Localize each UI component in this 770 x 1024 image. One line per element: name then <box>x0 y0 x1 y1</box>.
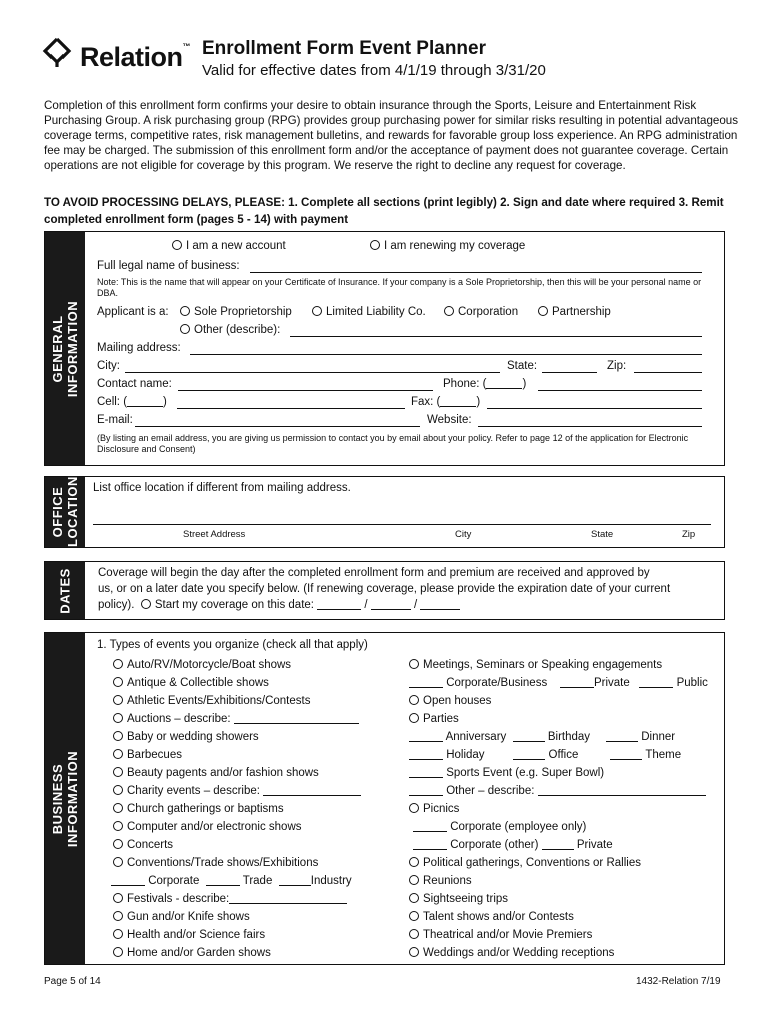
radio-icon[interactable] <box>113 767 123 777</box>
event-option[interactable]: Talent shows and/or Contests <box>409 911 574 923</box>
radio-icon[interactable] <box>409 911 419 921</box>
office-instruction: List office location if different from mailing address. <box>93 482 351 494</box>
picnic-subtypes[interactable]: Corporate (employee only) <box>413 821 586 833</box>
month-field[interactable] <box>317 599 361 610</box>
relation-logo-icon <box>40 36 74 70</box>
charity-describe-field[interactable] <box>263 785 361 796</box>
llc-option[interactable]: Limited Liability Co. <box>312 306 426 318</box>
radio-icon[interactable] <box>113 857 123 867</box>
phone-field[interactable] <box>538 390 702 391</box>
event-option[interactable]: Charity events – describe: <box>113 785 361 797</box>
form-code: 1432-Relation 7/19 <box>636 976 721 987</box>
state-field[interactable] <box>542 372 597 373</box>
legal-name-field[interactable] <box>250 272 702 273</box>
dates-text-2: us, or on a later date you specify below. (If renewing coverage, please provide the expiration date of your current <box>98 583 671 595</box>
new-account-option[interactable]: I am a new account <box>172 240 286 252</box>
radio-icon[interactable] <box>409 659 419 669</box>
applicant-label: Applicant is a: <box>97 306 169 318</box>
radio-icon[interactable] <box>113 731 123 741</box>
email-field[interactable] <box>135 426 420 427</box>
conventions-subtypes[interactable]: Corporate Trade Industry <box>111 875 352 887</box>
radio-icon[interactable] <box>113 911 123 921</box>
event-option[interactable]: Festivals - describe: <box>113 893 347 905</box>
side-label: DATES <box>57 567 73 614</box>
event-option[interactable]: Church gatherings or baptisms <box>113 803 284 815</box>
other-describe-field[interactable] <box>290 336 702 337</box>
page-title: Enrollment Form Event Planner <box>202 38 486 59</box>
radio-icon[interactable] <box>113 695 123 705</box>
cell-label: Cell: ( ) <box>97 396 167 408</box>
event-option[interactable]: Weddings and/or Wedding receptions <box>409 947 614 959</box>
page-number: Page 5 of 14 <box>44 976 101 987</box>
fax-label: Fax: ( ) <box>411 396 481 408</box>
auctions-describe-field[interactable] <box>234 713 359 724</box>
event-option[interactable]: Barbecues <box>113 749 182 761</box>
city-caption: City <box>455 529 472 540</box>
radio-icon[interactable] <box>409 947 419 957</box>
sole-proprietorship-option[interactable]: Sole Proprietorship <box>180 306 292 318</box>
parties-subtypes[interactable]: Other – describe: <box>409 785 706 797</box>
event-option[interactable]: Meetings, Seminars or Speaking engagements <box>409 659 662 671</box>
parties-subtypes[interactable]: Sports Event (e.g. Super Bowl) <box>409 767 604 779</box>
radio-icon[interactable] <box>113 893 123 903</box>
dates-text-3: policy). Start my coverage on this date: / / <box>98 599 460 611</box>
party-other-describe-field[interactable] <box>538 785 706 796</box>
event-option[interactable]: Antique & Collectible shows <box>113 677 269 689</box>
page-subtitle: Valid for effective dates from 4/1/19 through 3/31/20 <box>202 62 546 79</box>
radio-icon[interactable] <box>180 324 190 334</box>
event-option[interactable]: Baby or wedding showers <box>113 731 259 743</box>
renewing-option[interactable]: I am renewing my coverage <box>370 240 525 252</box>
event-option[interactable]: Health and/or Science fairs <box>113 929 265 941</box>
website-label: Website: <box>427 414 472 426</box>
event-option[interactable]: Political gatherings, Conventions or Rallies <box>409 857 641 869</box>
corporation-option[interactable]: Corporation <box>444 306 518 318</box>
other-option[interactable]: Other (describe): <box>180 324 280 336</box>
event-option[interactable]: Auto/RV/Motorcycle/Boat shows <box>113 659 291 671</box>
meetings-subtypes[interactable]: Corporate/Business Private Public <box>409 677 708 689</box>
office-address-field[interactable] <box>93 524 711 525</box>
radio-icon[interactable] <box>113 713 123 723</box>
instructions: TO AVOID PROCESSING DELAYS, PLEASE: 1. Complete all sections (print legibly) 2. Sign and date where required 3. Remit completed enrollment form (pages 5 - 14) with payment <box>44 196 724 226</box>
business-information-section <box>44 632 725 965</box>
radio-icon[interactable] <box>444 306 454 316</box>
event-option[interactable]: Home and/or Garden shows <box>113 947 271 959</box>
radio-icon[interactable] <box>113 947 123 957</box>
side-tab <box>45 633 85 964</box>
parties-subtypes[interactable]: Anniversary Birthday Dinner <box>409 731 675 743</box>
state-label: State: <box>507 360 538 372</box>
radio-icon[interactable] <box>409 803 419 813</box>
radio-icon[interactable] <box>409 929 419 939</box>
city-field[interactable] <box>125 372 500 373</box>
side-tab <box>45 232 85 465</box>
radio-icon[interactable] <box>141 599 151 609</box>
event-option[interactable]: Picnics <box>409 803 459 815</box>
radio-icon[interactable] <box>370 240 380 250</box>
zip-caption: Zip <box>682 529 696 540</box>
mailing-field[interactable] <box>190 354 702 355</box>
radio-icon[interactable] <box>113 803 123 813</box>
website-field[interactable] <box>478 426 702 427</box>
picnic-subtypes[interactable]: Corporate (other) Private <box>413 839 613 851</box>
event-option[interactable]: Concerts <box>113 839 173 851</box>
event-option[interactable]: Conventions/Trade shows/Exhibitions <box>113 857 318 869</box>
zip-field[interactable] <box>634 372 702 373</box>
radio-icon[interactable] <box>113 821 123 831</box>
parties-subtypes[interactable]: Holiday Office Theme <box>409 749 681 761</box>
cell-field[interactable] <box>177 408 405 409</box>
dates-text-1: Coverage will begin the day after the completed enrollment form and premium are received and approved by <box>98 567 650 579</box>
contact-label: Contact name: <box>97 378 172 390</box>
city-label: City: <box>97 360 120 372</box>
event-option[interactable]: Parties <box>409 713 459 725</box>
zip-label: Zip: <box>607 360 627 372</box>
radio-icon[interactable] <box>180 306 190 316</box>
email-label: E-mail: <box>97 414 133 426</box>
event-option[interactable]: Theatrical and/or Movie Premiers <box>409 929 592 941</box>
logo-wordmark: Relation™ <box>80 42 191 72</box>
email-note: (By listing an email address, you are giving us permission to contact you by email about your policy. Refer to page 12 of the application for Electronic Disclosure and Consent) <box>97 433 689 454</box>
side-tab <box>45 477 85 547</box>
event-types-question: 1. Types of events you organize (check all that apply) <box>97 639 368 651</box>
legal-name-label: Full legal name of business: <box>97 260 240 272</box>
radio-icon[interactable] <box>312 306 322 316</box>
event-option[interactable]: Athletic Events/Exhibitions/Contests <box>113 695 310 707</box>
radio-icon[interactable] <box>409 857 419 867</box>
legal-name-note: Note: This is the name that will appear on your Certificate of Insurance. If your company is a Sole Proprietorship, then this will be your personal name or DBA. <box>97 277 702 298</box>
radio-icon[interactable] <box>409 875 419 885</box>
side-label: GENERAL INFORMATION <box>50 300 80 397</box>
radio-icon[interactable] <box>113 929 123 939</box>
radio-icon[interactable] <box>172 240 182 250</box>
general-information-section <box>44 231 725 466</box>
side-label: BUSINESS INFORMATION <box>50 750 80 847</box>
office-location-section <box>44 476 725 548</box>
year-field[interactable] <box>420 599 460 610</box>
day-field[interactable] <box>371 599 411 610</box>
event-option[interactable]: Beauty pagents and/or fashion shows <box>113 767 319 779</box>
event-option[interactable]: Computer and/or electronic shows <box>113 821 302 833</box>
contact-field[interactable] <box>178 390 433 391</box>
radio-icon[interactable] <box>538 306 548 316</box>
radio-icon[interactable] <box>113 677 123 687</box>
event-option[interactable]: Reunions <box>409 875 472 887</box>
phone-label: Phone: ( ) <box>443 378 527 390</box>
radio-icon[interactable] <box>113 785 123 795</box>
partnership-option[interactable]: Partnership <box>538 306 611 318</box>
intro-paragraph: Completion of this enrollment form confirms your desire to obtain insurance through the Sports, Leisure and Entertainment Risk Purchasing Group. A risk purchasing group (RPG) provides group purchasing power for similar risks resulting in potential advantageous coverage terms, competitive rates, risk management bulletins, and rewards for favorable group loss experience. An RPG administration fee may be charged. The submission of this enrollment form and/or the acceptance of payment does not guarantee coverage. Certain operations are not eligible for coverage by this program. We reserve the right to decline any request for coverage. <box>44 99 739 172</box>
state-caption: State <box>591 529 614 540</box>
radio-icon[interactable] <box>113 839 123 849</box>
event-option[interactable]: Open houses <box>409 695 491 707</box>
side-label: OFFICE LOCATION <box>50 476 80 547</box>
dates-section <box>44 561 725 620</box>
radio-icon[interactable] <box>113 749 123 759</box>
event-option[interactable]: Auctions – describe: <box>113 713 359 725</box>
event-option[interactable]: Gun and/or Knife shows <box>113 911 250 923</box>
mailing-label: Mailing address: <box>97 342 181 354</box>
festivals-describe-field[interactable] <box>229 893 347 904</box>
radio-icon[interactable] <box>409 713 419 723</box>
event-option[interactable]: Sightseeing trips <box>409 893 508 905</box>
side-tab <box>45 562 85 619</box>
fax-field[interactable] <box>487 408 702 409</box>
radio-icon[interactable] <box>409 695 419 705</box>
street-caption: Street Address <box>183 529 246 540</box>
radio-icon[interactable] <box>113 659 123 669</box>
radio-icon[interactable] <box>409 893 419 903</box>
